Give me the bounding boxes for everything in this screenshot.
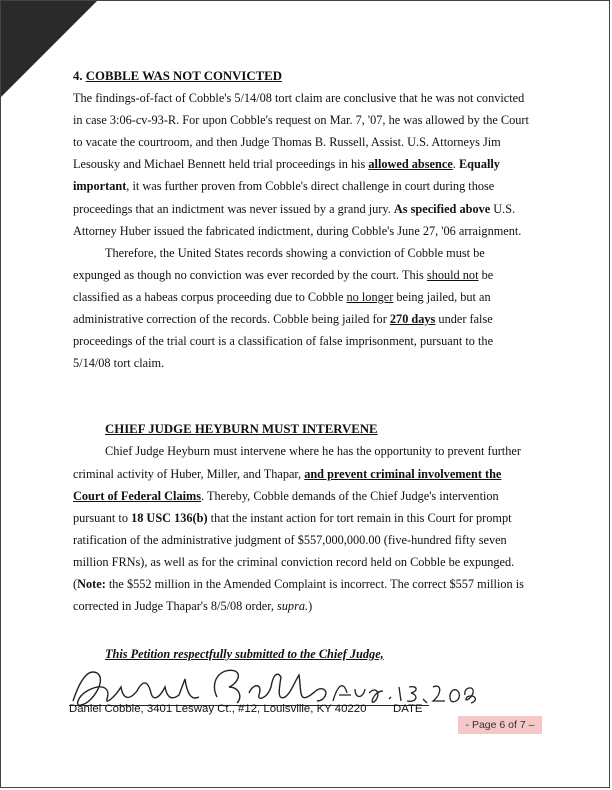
emphasis-allowed-absence: allowed absence <box>368 157 453 172</box>
text-run: The findings-of-fact of Cobble's 5/14/08 tort claim are conclusive that he was not convicted in case 3:06-cv-93-R. For upon Cobble's request on Mar. 7, '07, he was allowed by the Court to vacate the courtroom, and then Judge Thomas B. Russell, Assist. U.S. Attorneys Jim Lesousky and Michael Bennett held trial proceedings in his <box>73 91 529 172</box>
emphasis-note: Note: <box>77 576 106 591</box>
document-body <box>73 65 533 617</box>
page-number-badge: - Page 6 of 7 – <box>458 716 542 734</box>
section-4-paragraph-2 <box>73 242 533 375</box>
text-run: be classified as a habeas corpus proceeding due to Cobble <box>73 267 494 304</box>
emphasis-usc: 18 USC 136(b) <box>131 510 208 525</box>
section-4-paragraph-1 <box>73 87 533 242</box>
text-run: that the instant action for tort remain in this Court for prompt ratification of the administrative judgment of $557,000,000.00 (five-hundred fifty seven million FRNs), as well as for the criminal conviction record held on Cobble be expunged. ( <box>73 510 515 591</box>
emphasis-supra: supra. <box>277 599 309 614</box>
section-4-heading <box>73 65 533 87</box>
section-4-title: COBBLE WAS NOT CONVICTED <box>85 69 282 83</box>
emphasis-should-not: should not <box>426 267 479 282</box>
text-run: Therefore, the United States records showing a conviction of Cobble must be expunged as though no conviction was ever recorded by the court. This <box>73 245 485 282</box>
emphasis-equally-important: Equally important <box>73 157 500 194</box>
petition-line: This Petition respectfully submitted to the Chief Judge, <box>105 647 384 661</box>
emphasis-no-longer: no longer <box>346 289 394 304</box>
date-label: DATE <box>393 703 423 715</box>
text-run: , it was further proven from Cobble's direct challenge in court during those proceedings that an indictment was never issued by a grand jury. <box>73 179 495 216</box>
heyburn-paragraph <box>73 440 533 617</box>
section-4-number: 4. <box>73 69 86 83</box>
text-run: . Thereby, Cobble demands of the Chief Judge's intervention pursuant to <box>73 488 499 525</box>
emphasis-270-days: 270 days <box>389 312 436 327</box>
text-run: ) <box>308 599 313 614</box>
emphasis-specified-above: As specified above <box>393 201 491 216</box>
emphasis-prevent-criminal: and prevent criminal involvement the Court of Federal Claims <box>73 466 502 503</box>
text-run: the $552 million in the Amended Complaint is incorrect. The correct $557 million is corrected in Judge Thapar's 8/5/08 order, <box>73 576 524 614</box>
text-run: U.S. Attorney Huber issued the fabricated indictment, during Cobble's June 27, '06 arraignment. <box>73 201 522 238</box>
text-run: Chief Judge Heyburn must intervene where he has the opportunity to prevent further criminal activity of Huber, Miller, and Thapar, <box>73 444 521 481</box>
text-run: being jailed, but an administrative correction of the records. Cobble being jailed for <box>73 289 491 327</box>
signer-address: Daniel Cobble, 3401 Lesway Ct., #12, Louisville, KY 40220 <box>69 703 367 715</box>
text-run: under false proceedings of the trial court is a classification of false imprisonment, pursuant to the 5/14/08 tort claim. <box>73 312 494 371</box>
heyburn-heading: CHIEF JUDGE HEYBURN MUST INTERVENE <box>105 422 378 437</box>
text-run: . <box>452 157 459 172</box>
section-spacer <box>73 374 533 418</box>
